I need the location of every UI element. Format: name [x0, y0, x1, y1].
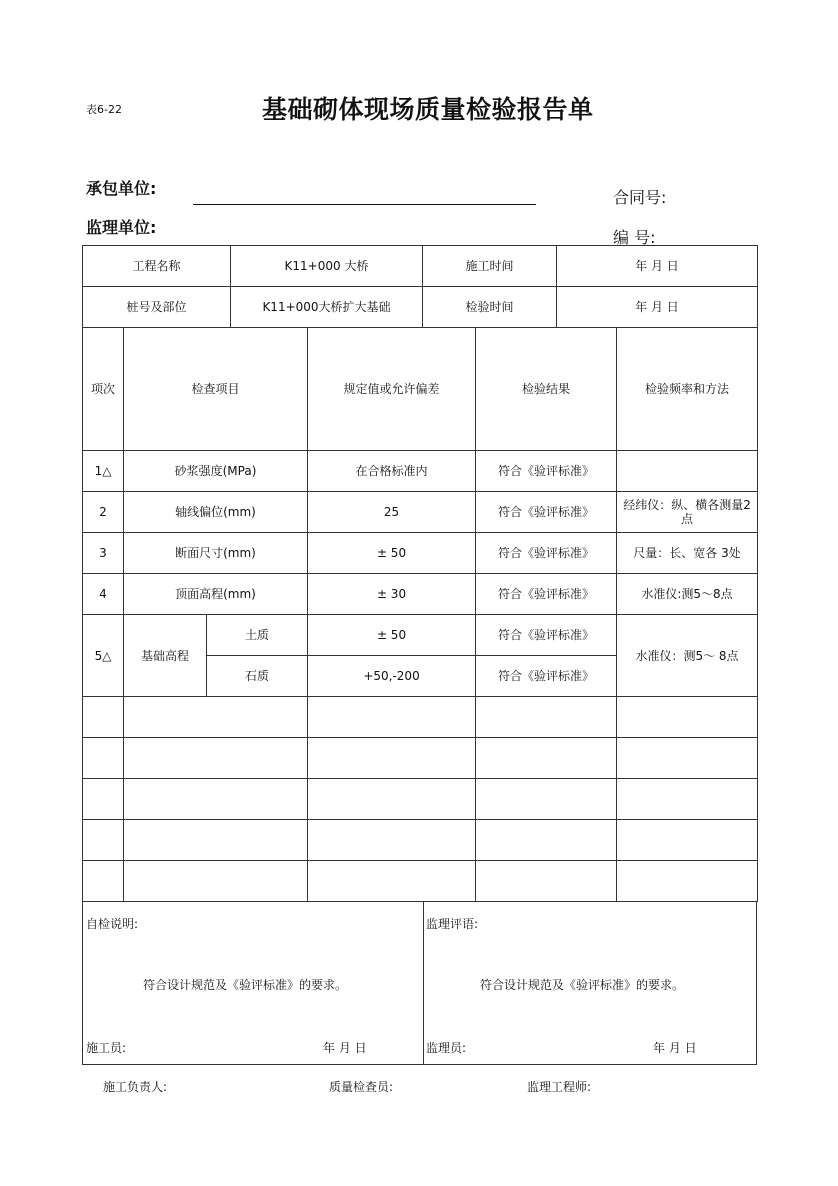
table-row: [83, 246, 758, 287]
constructor-date[interactable]: 年 月 日: [323, 1041, 367, 1055]
serial-number-label: 编 号:: [613, 228, 656, 247]
empty-cell[interactable]: [124, 779, 308, 820]
empty-cell[interactable]: [83, 820, 124, 861]
empty-cell[interactable]: [476, 820, 617, 861]
row-result[interactable]: 符合《验评标准》: [476, 533, 617, 574]
empty-row: [83, 861, 758, 902]
self-check-label: 自检说明:: [86, 917, 139, 931]
empty-cell[interactable]: [617, 738, 758, 779]
empty-cell[interactable]: [476, 779, 617, 820]
row-item: 基础高程: [124, 615, 207, 697]
row-subitem: 土质: [207, 615, 308, 656]
row-item: 轴线偏位(mm): [124, 492, 308, 533]
empty-cell[interactable]: [308, 738, 476, 779]
row-spec[interactable]: +50,-200: [308, 656, 476, 697]
table-row: [83, 287, 758, 328]
empty-cell[interactable]: [617, 820, 758, 861]
empty-cell[interactable]: [308, 697, 476, 738]
form-number: 表6-22: [86, 103, 122, 116]
construction-time-label: 施工时间: [423, 246, 557, 287]
header-spec: 规定值或允许偏差: [308, 328, 476, 451]
self-check-text[interactable]: 符合设计规范及《验评标准》的要求。: [143, 978, 348, 992]
project-name-value[interactable]: K11+000 大桥: [231, 246, 423, 287]
construction-lead-label: 施工负责人:: [103, 1080, 168, 1094]
empty-row: [83, 738, 758, 779]
row-subitem: 石质: [207, 656, 308, 697]
remarks-section: [82, 901, 757, 1065]
supervision-text[interactable]: 符合设计规范及《验评标准》的要求。: [480, 978, 685, 992]
supervisor-label: 监理员:: [426, 1041, 467, 1055]
empty-cell[interactable]: [476, 861, 617, 902]
empty-cell[interactable]: [476, 697, 617, 738]
empty-cell[interactable]: [124, 861, 308, 902]
inspection-time-value[interactable]: 年 月 日: [557, 287, 758, 328]
construction-time-value[interactable]: 年 月 日: [557, 246, 758, 287]
station-label: 桩号及部位: [83, 287, 231, 328]
row-no: 3: [83, 533, 124, 574]
row-result[interactable]: 符合《验评标准》: [476, 574, 617, 615]
remarks-divider: [423, 901, 424, 1064]
empty-cell[interactable]: [617, 697, 758, 738]
supervisor-date[interactable]: 年 月 日: [653, 1041, 697, 1055]
page-title: 基础砌体现场质量检验报告单: [262, 95, 594, 124]
row-spec[interactable]: ± 50: [308, 615, 476, 656]
row-no: 4: [83, 574, 124, 615]
supervising-engineer-label: 监理工程师:: [527, 1080, 592, 1094]
row-method[interactable]: 水准仪:测5～8点: [617, 574, 758, 615]
empty-cell[interactable]: [476, 738, 617, 779]
empty-cell[interactable]: [308, 820, 476, 861]
header-result: 检验结果: [476, 328, 617, 451]
row-spec[interactable]: 25: [308, 492, 476, 533]
row-result[interactable]: 符合《验评标准》: [476, 656, 617, 697]
empty-row: [83, 820, 758, 861]
row-spec[interactable]: ± 50: [308, 533, 476, 574]
empty-cell[interactable]: [308, 861, 476, 902]
empty-cell[interactable]: [617, 779, 758, 820]
table-row: [83, 492, 758, 533]
empty-cell[interactable]: [617, 861, 758, 902]
row-method[interactable]: 经纬仪：纵、横各测量2点: [617, 492, 758, 533]
contract-number-label: 合同号:: [613, 188, 667, 207]
row-no: 1△: [83, 451, 124, 492]
supervisor-unit-label: 监理单位:: [86, 218, 157, 237]
empty-cell[interactable]: [308, 779, 476, 820]
inspection-table: [82, 327, 758, 902]
supervision-label: 监理评语:: [426, 917, 479, 931]
empty-row: [83, 779, 758, 820]
empty-cell[interactable]: [124, 820, 308, 861]
row-method[interactable]: 尺量：长、宽各 3处: [617, 533, 758, 574]
empty-cell[interactable]: [124, 738, 308, 779]
project-name-label: 工程名称: [83, 246, 231, 287]
table-row: [83, 451, 758, 492]
table-header-row: [83, 328, 758, 451]
header-no: 项次: [83, 328, 124, 451]
quality-inspector-label: 质量检查员:: [329, 1080, 394, 1094]
header-item: 检查项目: [124, 328, 308, 451]
row-item: 断面尺寸(mm): [124, 533, 308, 574]
row-no: 5△: [83, 615, 124, 697]
empty-cell[interactable]: [83, 779, 124, 820]
table-row: [83, 574, 758, 615]
row-spec[interactable]: ± 30: [308, 574, 476, 615]
empty-cell[interactable]: [83, 697, 124, 738]
row-method[interactable]: [617, 451, 758, 492]
row-method[interactable]: 水准仪：测5～ 8点: [617, 615, 758, 697]
contractor-label: 承包单位:: [86, 179, 157, 198]
row-item: 砂浆强度(MPa): [124, 451, 308, 492]
empty-cell[interactable]: [83, 861, 124, 902]
header-method: 检验频率和方法: [617, 328, 758, 451]
empty-row: [83, 697, 758, 738]
row-result[interactable]: 符合《验评标准》: [476, 615, 617, 656]
contractor-field-line[interactable]: [193, 204, 536, 205]
row-no: 2: [83, 492, 124, 533]
station-value[interactable]: K11+000大桥扩大基础: [231, 287, 423, 328]
table-row: [83, 533, 758, 574]
empty-cell[interactable]: [83, 738, 124, 779]
row-result[interactable]: 符合《验评标准》: [476, 492, 617, 533]
empty-cell[interactable]: [124, 697, 308, 738]
project-info-table: [82, 245, 758, 328]
row-result[interactable]: 符合《验评标准》: [476, 451, 617, 492]
row-item: 顶面高程(mm): [124, 574, 308, 615]
constructor-label: 施工员:: [86, 1041, 127, 1055]
table-row: [83, 615, 758, 656]
inspection-time-label: 检验时间: [423, 287, 557, 328]
row-spec[interactable]: 在合格标准内: [308, 451, 476, 492]
